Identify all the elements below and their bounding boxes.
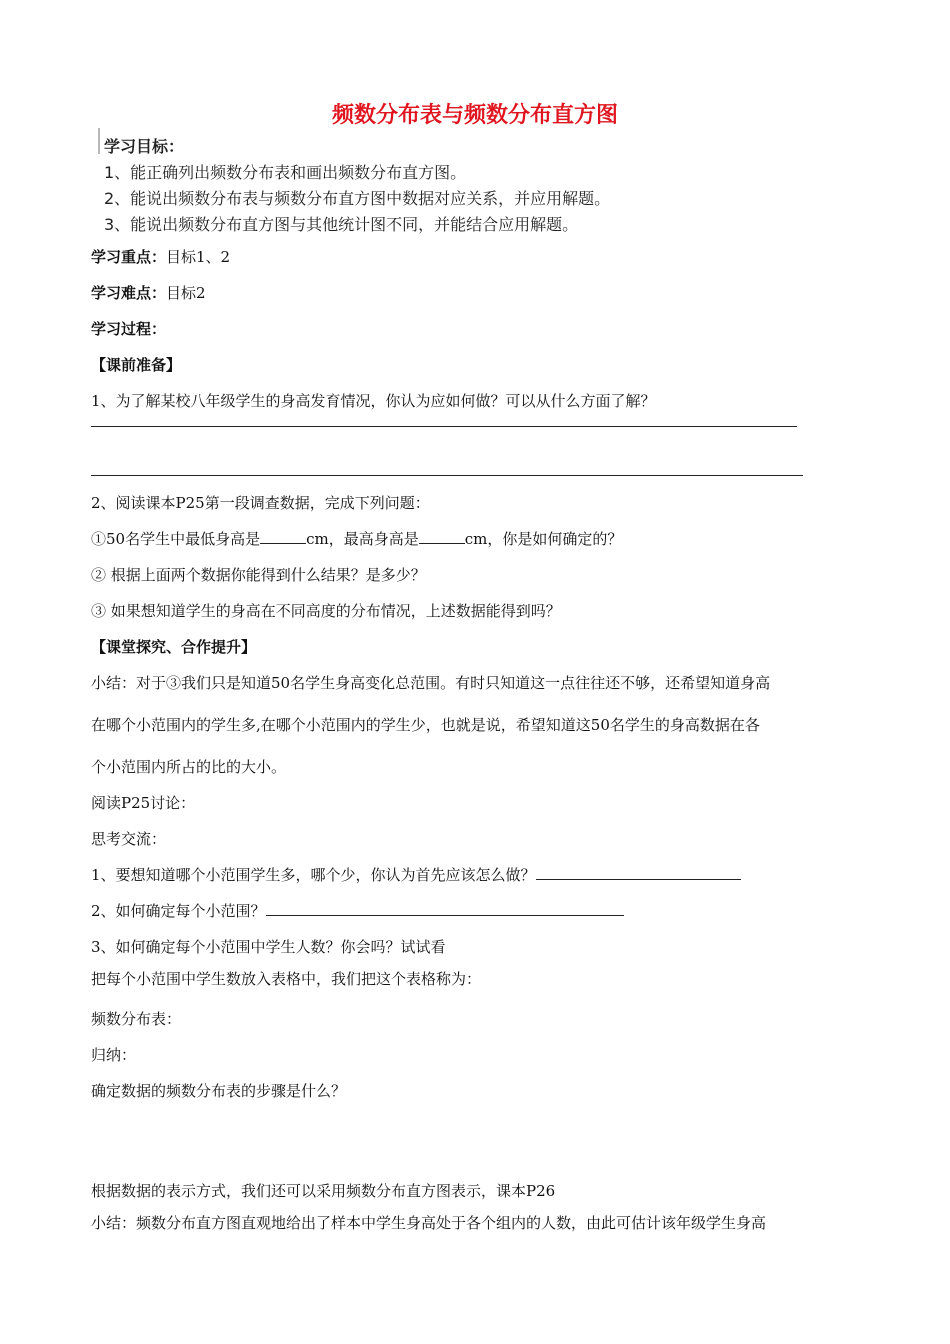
fill-blank [260,529,306,544]
answer-line [536,865,741,880]
objective-item: 2、能说出频数分布表与频数分布直方图中数据对应关系，并应用解题。 [104,189,611,208]
summary-line: 在哪个小范围内的学生多,在哪个小范围内的学生少，也就是说，希望知道这50名学生的身高数据在各 [91,716,760,734]
answer-line [266,901,624,916]
induce-label: 归纳： [91,1046,137,1064]
summary-line: 小结：对于③我们只是知道50名学生身高变化总范围。有时只知道这一点往往还不够，还希望知道身高 [91,674,771,692]
think-question-3: 3、如何确定每个小范围中学生人数？你会吗？试试看 [91,938,446,956]
think-question-2-text: 2、如何确定每个小范围？ [91,902,266,920]
key-point-value: 目标1、2 [166,248,231,266]
histogram-intro: 根据数据的表示方式，我们还可以采用频数分布直方图表示，课本P26 [91,1182,556,1200]
question-2a [91,528,622,549]
think-question-2 [91,900,624,921]
difficulty-value: 目标2 [166,284,206,302]
think-question-1-text: 1、要想知道哪个小范围学生多，哪个少，你认为首先应该怎么做？ [91,866,536,884]
answer-line [91,475,803,476]
question-2a-part: ①50名学生中最低身高是 [91,530,261,548]
section-heading: 【课前准备】 [91,356,182,374]
question-2: 2、阅读课本P25第一段调查数据，完成下列问题： [91,494,430,512]
steps-question: 确定数据的频数分布表的步骤是什么？ [91,1082,347,1100]
question-2c: ③ 如果想知道学生的身高在不同高度的分布情况，上述数据能得到吗？ [91,602,561,620]
key-point-label: 学习重点： [91,248,167,266]
process-label: 学习过程： [91,320,167,338]
think-question-1 [91,864,741,885]
page-title: 频数分布表与频数分布直方图 [331,103,618,128]
question-2a-part: cm，你是如何确定的？ [464,530,623,548]
table-note: 把每个小范围中学生数放入表格中，我们把这个表格称为： [91,970,482,988]
question-2b: ② 根据上面两个数据你能得到什么结果？是多少？ [91,566,426,584]
difficulty [91,282,206,303]
summary-line: 个小范围内所占的比的大小。 [91,758,287,776]
objective-item: 3、能说出频数分布直方图与其他统计图不同，并能结合应用解题。 [104,215,579,234]
question-1: 1、为了解某校八年级学生的身高发育情况，你认为应如何做？可以从什么方面了解？ [91,392,656,410]
summary-2: 小结：频数分布直方图直观地给出了样本中学生身高处于各个组内的人数，由此可估计该年级学生身高 [91,1214,767,1232]
question-2a-part: cm，最高身高是 [306,530,419,548]
read-discuss: 阅读P25讨论： [91,794,196,812]
divider [98,128,100,154]
fill-blank [419,529,465,544]
think-exchange: 思考交流： [91,830,167,848]
freq-table-label: 频数分布表： [91,1010,182,1028]
objective-item: 1、能正确列出频数分布表和画出频数分布直方图。 [104,163,467,182]
section-heading: 【课堂探究、合作提升】 [91,638,257,656]
difficulty-label: 学习难点： [91,284,167,302]
key-point [91,246,230,267]
objectives-heading: 学习目标： [104,137,185,156]
learning-objectives [98,128,618,236]
answer-line [91,426,797,427]
